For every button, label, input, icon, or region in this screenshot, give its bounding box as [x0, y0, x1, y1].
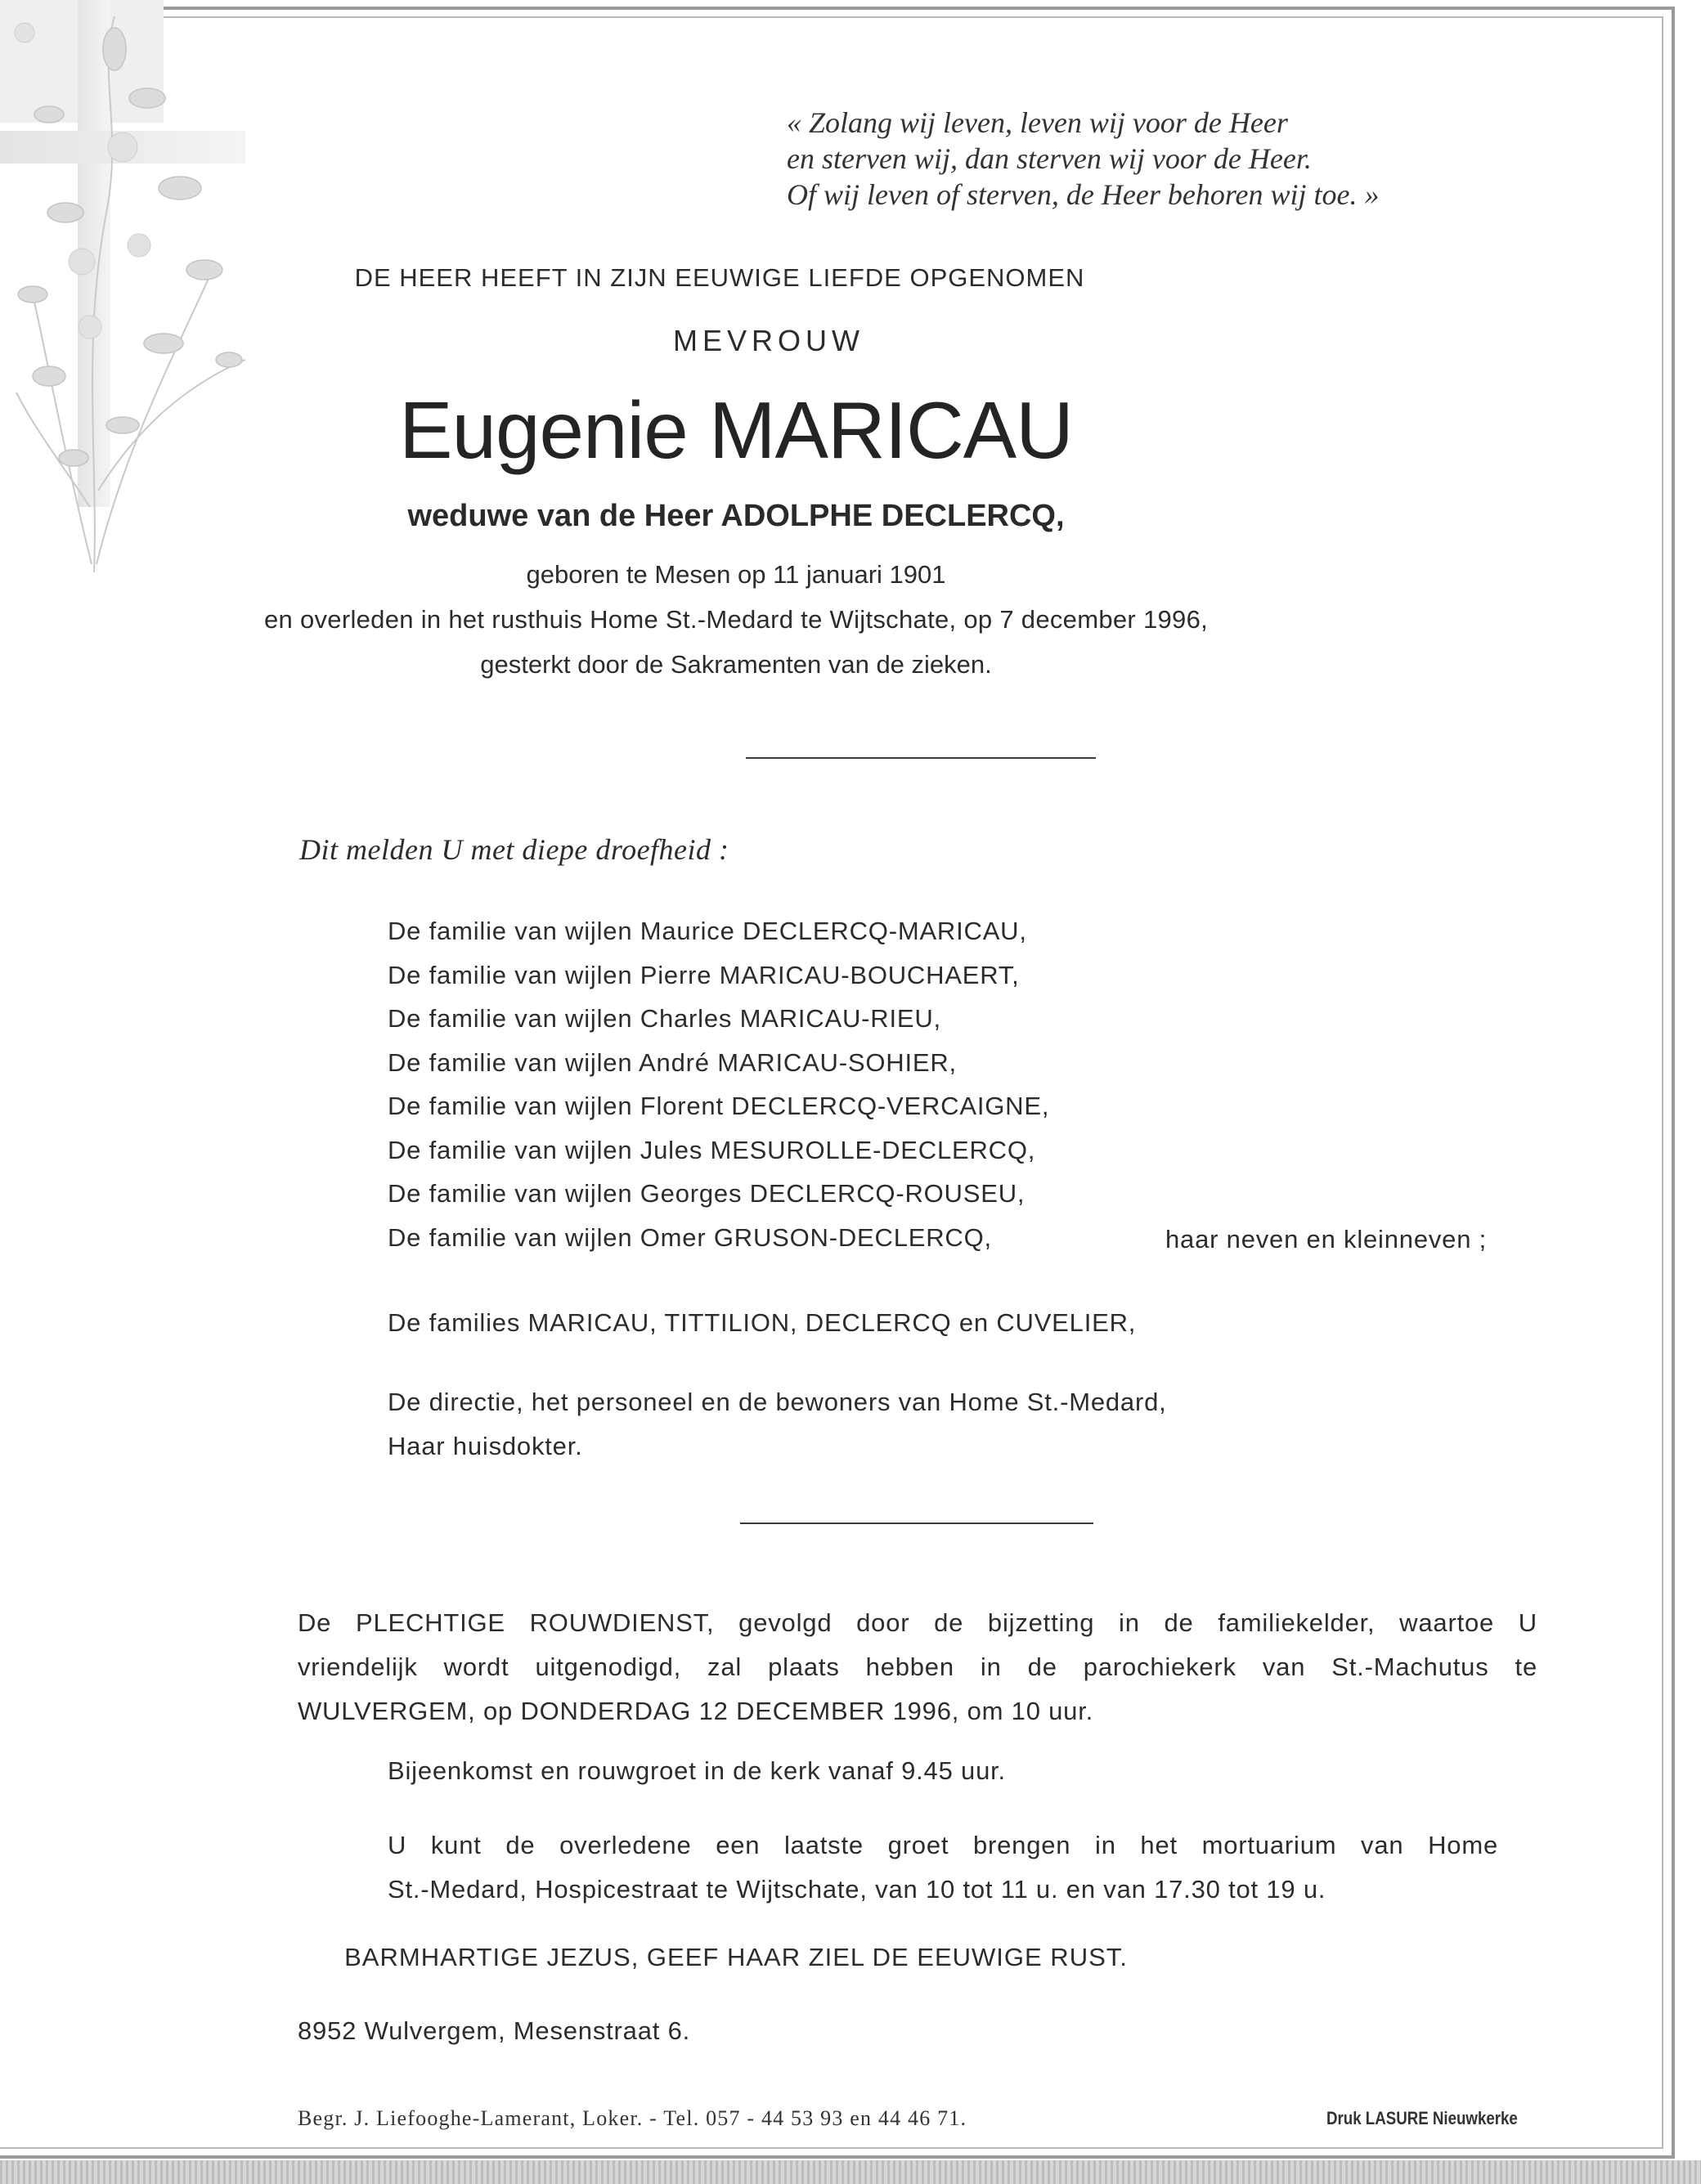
divider — [740, 1523, 1093, 1524]
widow-of-line: weduwe van de Heer ADOLPHE DECLERCQ, — [407, 499, 1065, 533]
undertaker-line: Begr. J. Liefooghe-Lamerant, Loker. - Tel. 057 - 44 53 93 en 44 46 71. — [298, 2106, 967, 2130]
quote-line: Of wij leven of sterven, de Heer behoren wij toe. » — [787, 178, 1380, 211]
list-item: De familie van wijlen Maurice DECLERCQ-MARICAU, — [388, 917, 1027, 945]
direction-line: De directie, het personeel en de bewoners van Home St.-Medard, — [388, 1388, 1167, 1416]
families-line: De families MARICAU, TITTILION, DECLERCQ en CUVELIER, — [388, 1308, 1137, 1337]
direction-block — [388, 1380, 1167, 1469]
visit-line: U kunt de overledene een laatste groet brengen in het mortuarium van Home — [388, 1831, 1498, 1859]
list-item: De familie van wijlen Jules MESUROLLE-DECLERCQ, — [388, 1135, 1036, 1164]
service-line: vriendelijk wordt uitgenodigd, zal plaats hebben in de parochiekerk van St.-Machutus te — [298, 1653, 1537, 1681]
deceased-name: Eugenie MARICAU — [399, 385, 1073, 475]
birth-line: geboren te Mesen op 11 januari 1901 — [526, 560, 946, 589]
doctor-line: Haar huisdokter. — [388, 1432, 583, 1460]
quote-line: en sterven wij, dan sterven wij voor de Heer. — [787, 142, 1312, 175]
list-item: De familie van wijlen Florent DECLERCQ-VERCAIGNE, — [388, 1092, 1050, 1120]
visit-paragraph — [388, 1823, 1498, 1912]
address: 8952 Wulvergem, Mesenstraat 6. — [298, 2016, 691, 2045]
family-suffix: haar neven en kleinneven ; — [1165, 1225, 1488, 1253]
prayer: BARMHARTIGE JEZUS, GEEF HAAR ZIEL DE EEUWIGE RUST. — [344, 1943, 1128, 1971]
divider — [746, 757, 1096, 759]
quote-line: « Zolang wij leven, leven wij voor de Heer — [787, 106, 1288, 139]
bible-quote — [787, 105, 1605, 213]
service-line: De PLECHTIGE ROUWDIENST, gevolgd door de bijzetting in de familiekelder, waartoe U — [298, 1608, 1537, 1637]
printer-credit: Druk LASURE Nieuwkerke — [1326, 2108, 1518, 2128]
service-line: WULVERGEM, op DONDERDAG 12 DECEMBER 1996, om 10 uur. — [298, 1697, 1094, 1725]
list-item: De familie van wijlen Charles MARICAU-RIEU, — [388, 1004, 941, 1033]
family-list — [388, 909, 1049, 1259]
sacraments-line: gesterkt door de Sakramenten van de zieken. — [480, 650, 992, 679]
death-line: en overleden in het rusthuis Home St.-Medard te Wijtschate, op 7 december 1996, — [263, 605, 1209, 634]
salutation: MEVROUW — [673, 324, 864, 357]
list-item: De familie van wijlen André MARICAU-SOHIER, — [388, 1047, 957, 1077]
list-item: De familie van wijlen Pierre MARICAU-BOUCHAERT, — [388, 960, 1020, 989]
scan-edge — [0, 2160, 1701, 2184]
visit-line: St.-Medard, Hospicestraat te Wijtschate, van 10 tot 11 u. en van 17.30 tot 19 u. — [388, 1875, 1326, 1904]
service-paragraph — [298, 1601, 1537, 1733]
list-item: De familie van wijlen Georges DECLERCQ-ROUSEU, — [388, 1179, 1026, 1208]
announcement: Dit melden U met diepe droefheid : — [299, 833, 729, 866]
list-item: De familie van wijlen Omer GRUSON-DECLERCQ, — [388, 1222, 992, 1252]
intro-line: DE HEER HEEFT IN ZIJN EEUWIGE LIEFDE OPGENOMEN — [354, 263, 1085, 292]
gathering-line: Bijeenkomst en rouwgroet in de kerk vanaf 9.45 uur. — [388, 1756, 1006, 1785]
